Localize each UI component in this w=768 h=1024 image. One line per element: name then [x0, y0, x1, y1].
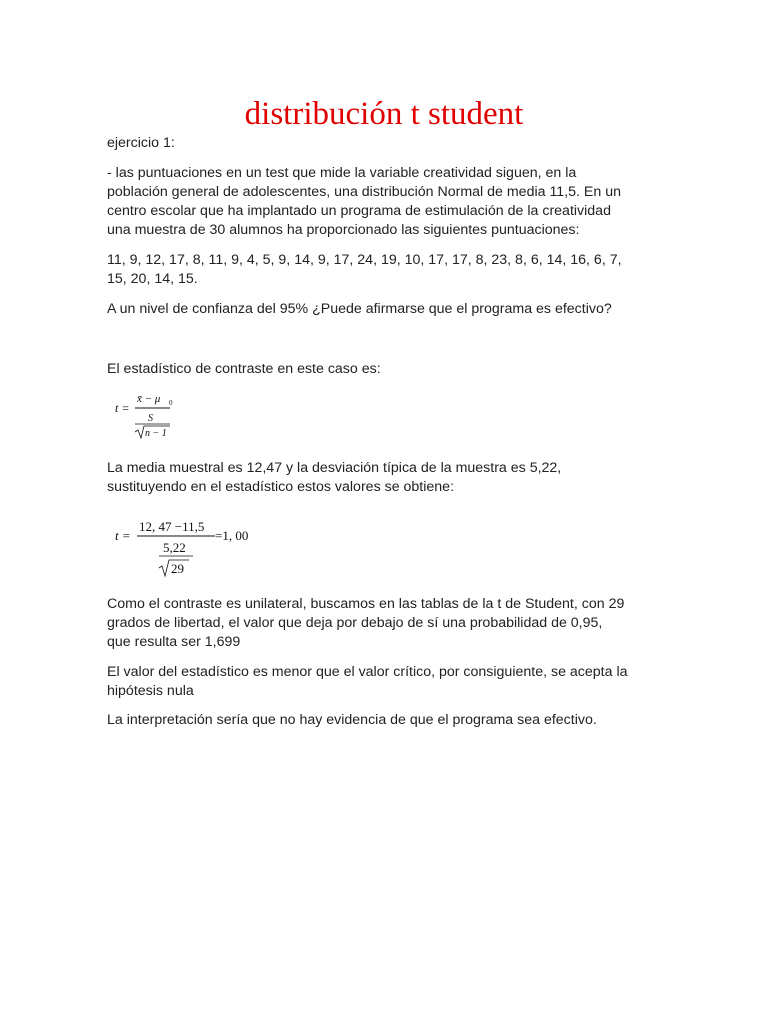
page-title: distribución t student [244, 96, 524, 132]
sample-values-text: La media muestral es 12,47 y la desviación típica de la muestra es 5,22, sustituyendo en el estadístico estos valores se obtiene: [107, 460, 562, 495]
formula1-denominator-bottom: n − 1 [145, 428, 167, 439]
formula2-denominator-top: 5,22 [163, 540, 186, 555]
formula2-result: =1, 00 [215, 528, 249, 543]
formula1-subscript: 0 [169, 399, 173, 407]
formula2-denominator-bottom: 29 [171, 561, 184, 576]
contrast-intro: El estadístico de contraste en este caso es: [107, 361, 381, 377]
question-text: A un nivel de confianza del 95% ¿Puede afirmarse que el programa es efectivo? [107, 301, 612, 317]
formula1-lhs: t = [115, 401, 130, 415]
scores-list: 11, 9, 12, 17, 8, 11, 9, 4, 5, 9, 14, 9, 17, 24, 19, 10, 17, 17, 8, 23, 8, 6, 14, 16, 6, 7, 15, 20, 14, 15. [107, 252, 622, 287]
critical-value-text: Como el contraste es unilateral, buscamos en las tablas de la t de Student, con 29 grados de libertad, el valor que deja por debajo de sí una probabilidad de 0,95, que resulta ser 1,699 [107, 596, 625, 650]
interpretation-text: La interpretación sería que no hay evidencia de que el programa sea efectivo. [107, 712, 597, 728]
formula1-numerator: x̄ − μ [137, 393, 161, 405]
formula2-lhs: t = [115, 528, 131, 543]
t-value-formula [115, 514, 265, 580]
decision-text: El valor del estadístico es menor que el valor crítico, por consiguiente, se acepta la hipótesis nula [107, 664, 628, 699]
formula1-denominator-top: S [148, 413, 153, 424]
problem-statement: - las puntuaciones en un test que mide la variable creatividad siguen, en la población general de adolescentes, una distribución Normal de media 11,5. En un centro escolar que ha implantado un programa de estimulación de la creatividad una muestra de 30 alumnos ha proporcionado las siguientes puntuaciones: [107, 165, 621, 238]
t-statistic-formula [113, 390, 203, 444]
formula2-numerator: 12, 47 −11,5 [139, 519, 205, 534]
exercise-heading: ejercicio 1: [107, 135, 175, 151]
